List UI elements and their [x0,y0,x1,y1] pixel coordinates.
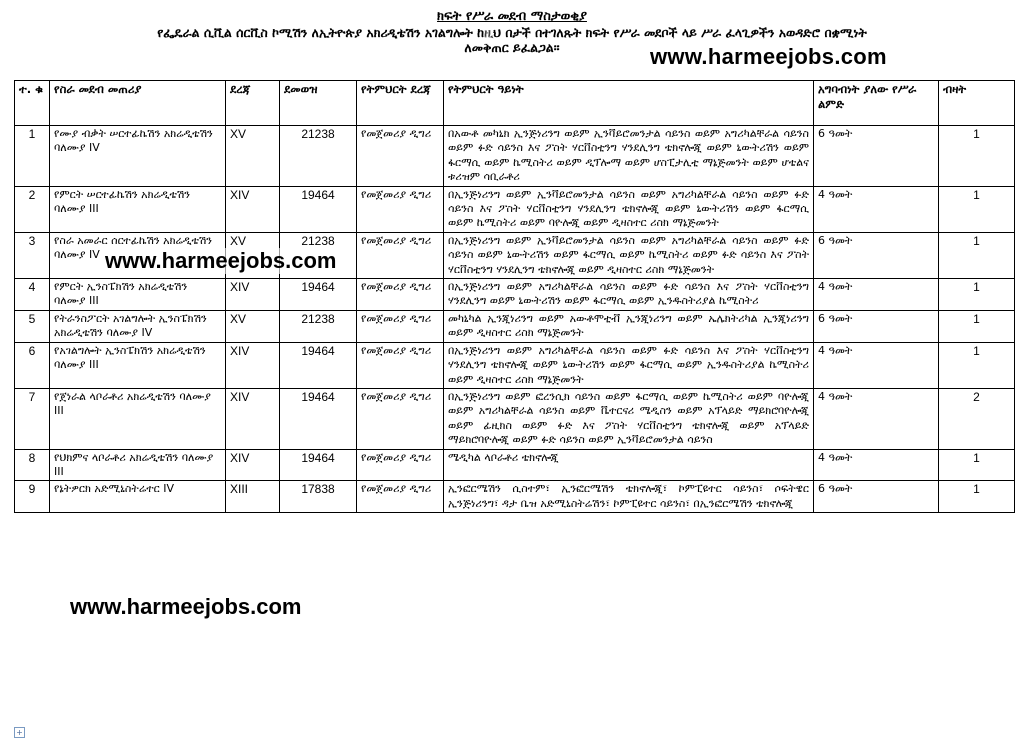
grade-cell: XIV [226,449,280,481]
job-title-cell: የጀነራል ላቦራቶሪ አክሬዲቴሽን ባለሙያ III [50,388,226,449]
col-header-no: ተ. ቁ [15,81,50,126]
education-level-cell: የመጀመሪያ ዲግሪ [357,481,444,513]
position-count-cell: 1 [939,232,1015,278]
education-field-cell: በአውቶ መካኒክ ኢንጅነሪንግ ወይም ኢንቫይሮመንታል ሳይንስ ወይም አግሪካልቸራል ሳይንስ ወይም ፉድ ሳይንስ እና ፖስት ሃርቨስቲንግ ሃንደሊንግ ቴክኖሎጂ ወይም ኒውትሪሽን ወይም ፋርማሲ ወይም ኬሚስትሪ ወይም ዲፕሎማ ወይም ሆስፒታሊቲ ማኔጅመንት ወይም ሆቴልና ቱሪዝም ሳቢራቶሪ [444,126,814,187]
experience-cell: 6 ዓመት [814,310,939,342]
grade-cell: XIV [226,388,280,449]
experience-cell: 4 ዓመት [814,449,939,481]
job-title-cell: የህክምና ላቦራቶሪ አክሬዲቴሽን ባለሙያ III [50,449,226,481]
education-level-cell: የመጀመሪያ ዲግሪ [357,388,444,449]
education-level-cell: የመጀመሪያ ዲግሪ [357,449,444,481]
experience-cell: 4 ዓመት [814,342,939,388]
table-handle-icon[interactable]: + [14,727,25,738]
education-level-cell: የመጀመሪያ ዲግሪ [357,126,444,187]
experience-cell: 4 ዓመት [814,279,939,311]
table-row [15,279,1015,311]
row-number-cell: 5 [15,310,50,342]
col-header-experience: አግባብነት ያለው የሥራ ልምድ [814,81,939,126]
table-row [15,342,1015,388]
education-field-cell: ሜዲካል ላቦራቶሪ ቴክኖሎጂ [444,449,814,481]
row-number-cell: 8 [15,449,50,481]
education-level-cell: የመጀመሪያ ዲግሪ [357,342,444,388]
watermark-middle: www.harmeejobs.com [105,248,337,273]
education-field-cell: በኢንጅነሪንግ ወይም አግሪካልቸራል ሳይንስ ወይም ፉድ ሳይንስ እና ፖስት ሃርቨስቲንግ ሃንደሊንግ ቴክኖሎጂ ወይም ኒውትሪሽን ወይም ፋርማሲ ወይም ኢንዱስትሪያል ኬሚስትሪ ወይም ዲዛስተር ሪስክ ማኔጅመንት [444,342,814,388]
row-number-cell: 6 [15,342,50,388]
job-title-cell: የስራ አመራር ሰርተፊኬሽን አክሬዲቴሽን ባለሙያ IV [50,232,226,278]
table-row [15,186,1015,232]
education-field-cell: በኢንጅነሪንግ ወይም አግሪካልቸራል ሳይንስ ወይም ፉድ ሳይንስ እና ፖስት ሃርቨስቲንግ ሃንደሊንግ ወይም ኒውትሪሽን ወይም ፋርማሲ ወይም ኢንዱስትሪያል ኬሚስትሪ [444,279,814,311]
row-number-cell: 2 [15,186,50,232]
col-header-grade: ደረጃ [226,81,280,126]
job-title-cell: የትራንስፖርት አገልግሎት ኢንስፔክሽን አክሬዲቴሽን ባለሙያ IV [50,310,226,342]
grade-cell: XIV [226,186,280,232]
table-row [15,481,1015,513]
education-level-cell: የመጀመሪያ ዲግሪ [357,279,444,311]
grade-cell: XIV [226,279,280,311]
table-row [15,126,1015,187]
salary-cell: 21238 [280,310,357,342]
vacancy-table [14,80,1015,513]
table-header-row [15,81,1015,126]
watermark-top: www.harmeejobs.com [650,44,887,69]
position-count-cell: 2 [939,388,1015,449]
grade-cell: XV [226,232,280,278]
col-header-edu-level: የትምህርት ደረጃ [357,81,444,126]
salary-cell: 19464 [280,449,357,481]
row-number-cell: 9 [15,481,50,513]
position-count-cell: 1 [939,126,1015,187]
grade-cell: XIII [226,481,280,513]
table-row [15,310,1015,342]
grade-cell: XIV [226,342,280,388]
row-number-cell: 7 [15,388,50,449]
salary-cell: 21238 [280,232,357,278]
education-field-cell: መካኒካል ኢንጂነሪንግ ወይም አውቶሞቲቭ ኢንጂነሪንግ ወይም ኤሌክትሪካል ኢንጂነሪንግ ወይም ዲዛስተር ሪስክ ማኔጅመንት [444,310,814,342]
experience-cell: 6 ዓመት [814,126,939,187]
position-count-cell: 1 [939,449,1015,481]
education-field-cell: በኢንጅነሪንግ ወይም ኢንቫይሮመንታል ሳይንስ ወይም አግሪካልቸራል ሳይንስ ወይም ፉድ ሳይንስ እና ፖስት ሃርቨስቲንግ ሃንደሊንግ ቴክኖሎጂ ወይም ኒውትሪሽን ወይም ፋርማሲ ወይም ኬሚስትሪ ወይም ባዮሎጂ ወይም ዲዛስተር ሪስክ ማኔጅመንት [444,186,814,232]
grade-cell: XV [226,126,280,187]
row-number-cell: 3 [15,232,50,278]
watermark-bottom: www.harmeejobs.com [70,594,302,619]
row-number-cell: 4 [15,279,50,311]
salary-cell: 21238 [280,126,357,187]
salary-cell: 19464 [280,186,357,232]
experience-cell: 4 ዓመት [814,388,939,449]
job-title-cell: የምርት ኢንስፔክሽን አክሬዲቴሽን ባለሙያ III [50,279,226,311]
job-title-cell: የምርት ሠርተፊኬሽን አክሬዲቴሽን ባለሙያ III [50,186,226,232]
position-count-cell: 1 [939,481,1015,513]
experience-cell: 6 ዓመት [814,481,939,513]
position-count-cell: 1 [939,342,1015,388]
table-row [15,388,1015,449]
education-level-cell: የመጀመሪያ ዲግሪ [357,310,444,342]
grade-cell: XV [226,310,280,342]
education-field-cell: በኢንጅነሪንግ ወይም ፎረንሲክ ሳይንስ ወይም ፋርማሲ ወይም ኬሚስትሪ ወይም ባዮሎጂ ወይም አግሪካልቸራል ሳይንስ ወይም ቬተርናሪ ሜዲስን ወይም አፕላይድ ማይክሮባዮሎጂ ወይም ፊዚክስ ወይም ፉድ እና ፖስት ሃርቨስቲንግ ቴክኖሎጂ ወይም አፕላይድ ማይክሮባዮሎጂ ወይም ፉድ ሳይንስ ወይም ኢንቫይሮመንታል ሳይንስ [444,388,814,449]
col-header-count: ብዛት [939,81,1015,126]
page-title: ክፍት የሥራ መደብ ማስታወቂያ [437,9,587,24]
col-header-title: የስራ መደብ መጠሪያ [50,81,226,126]
salary-cell: 19464 [280,342,357,388]
position-count-cell: 1 [939,186,1015,232]
announcement-line-2: ለመቅጠር ይፈልጋል፡፡ [464,40,560,55]
salary-cell: 19464 [280,388,357,449]
announcement-line-1: የፌዴራል ሲቪል ሰርቪስ ኮሚሽን ለኢትዮጵያ አክሪዲቴሽን አገልግሎት ከዚህ በታች በተገለጹት ክፍት የሥራ መደቦች ላይ ሥራ ፈላጊዎችን አወዳድሮ በቋሚነት [157,25,867,40]
education-level-cell: የመጀመሪያ ዲግሪ [357,232,444,278]
position-count-cell: 1 [939,279,1015,311]
col-header-edu-field: የትምህርት ዓይነት [444,81,814,126]
education-field-cell: በኢንጅነሪንግ ወይም ኢንቫይሮመንታል ሳይንስ ወይም አግሪካልቸራል ሳይንስ ወይም ፉድ ሳይንስ ወይም ኒውትሪሽን ወይም ፋርማሲ ወይም ኬሚስትሪ ወይም ፉድ ሳይንስ እና ፖስት ሃርቨስቲንግ ሃንደሊንግ ቴክኖሎጂ ወይም ዲዛስተር ሪስክ ማኔጅመንት [444,232,814,278]
experience-cell: 6 ዓመት [814,232,939,278]
job-title-cell: የሙያ ብቃት ሠርተፊኬሽን አክሬዲቴሽን ባለሙያ IV [50,126,226,187]
job-title-cell: የአገልግሎት ኢንስፔክሽን አክሬዲቴሽን ባለሙያ III [50,342,226,388]
col-header-salary: ደመወዝ [280,81,357,126]
position-count-cell: 1 [939,310,1015,342]
salary-cell: 19464 [280,279,357,311]
education-field-cell: ኢንፎርሜሽን ሲስተም፣ ኢንፎርሜሽን ቴክኖሎጂ፣ ኮምፒዩተር ሳይንስ፣ ሶፍትዌር ኢንጅነሪንግ፣ ዳታ ቤዝ አድሚኒስትሬሽን፣ ኮምፒዩተር ሳይንስ፣ በኢንፎርሜሽን ቴክኖሎጂ [444,481,814,513]
salary-cell: 17838 [280,481,357,513]
education-level-cell: የመጀመሪያ ዲግሪ [357,186,444,232]
table-row [15,449,1015,481]
job-title-cell: የኔትዎርክ አድሚኒስትሬተር IV [50,481,226,513]
row-number-cell: 1 [15,126,50,187]
experience-cell: 4 ዓመት [814,186,939,232]
